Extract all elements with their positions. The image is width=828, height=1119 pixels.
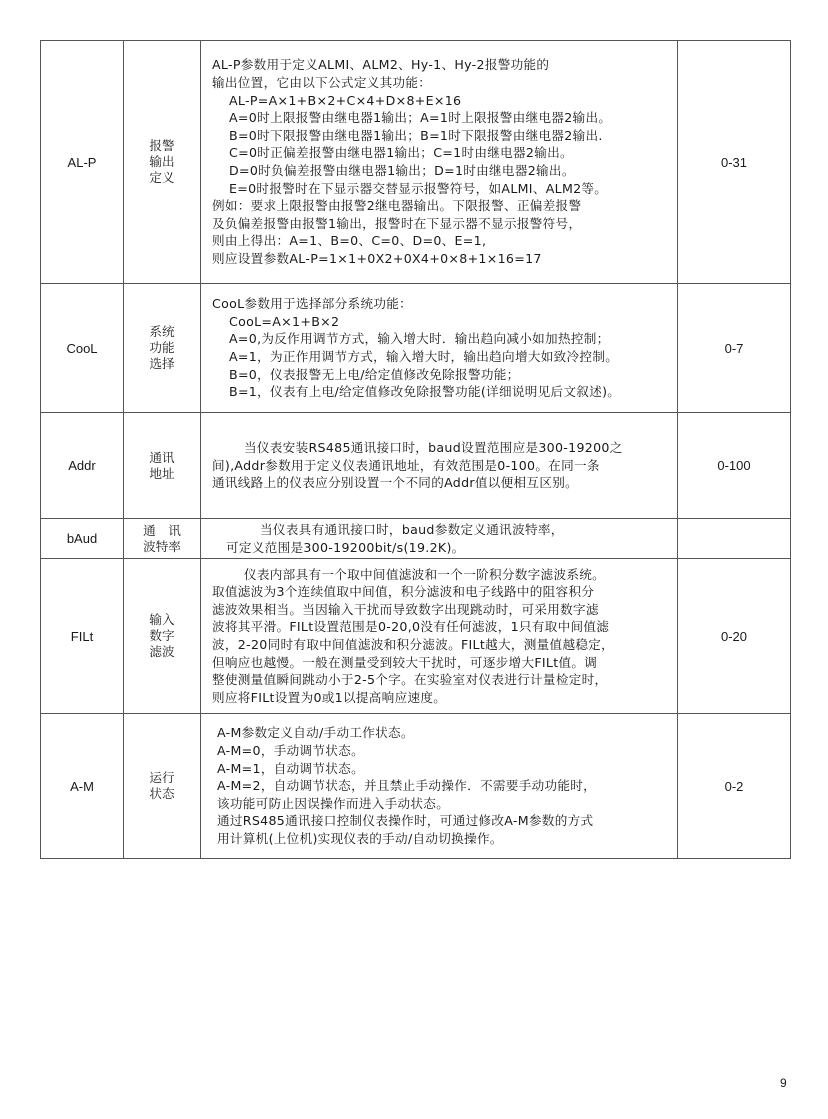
description-line: B=0时下限报警由继电器1输出；B=1时下限报警由继电器2输出. [229, 127, 603, 143]
parameter-table [40, 40, 791, 859]
label-line: 报警 [149, 138, 175, 153]
label-line: 地址 [149, 465, 175, 481]
table-row [41, 41, 791, 284]
label-line: 通 讯 [143, 522, 181, 538]
description-line: 当仪表具有通讯接口时，baud参数定义通讯波特率， [260, 521, 564, 537]
label-line: 数字 [149, 628, 175, 643]
description-line: 间),Addr参数用于定义仪表通讯地址，有效范围是0-100。在同一条 [212, 457, 600, 473]
description-line: 用计算机(上位机)实现仪表的手动/自动切换操作。 [217, 830, 503, 846]
label-line: 定义 [149, 170, 175, 185]
label-line: 运行 [149, 770, 175, 785]
description-line: A=0时上限报警由继电器1输出；A=1时上限报警由继电器2输出。 [229, 110, 612, 126]
param-description [201, 559, 678, 714]
description-line: CooL参数用于选择部分系统功能： [212, 296, 413, 312]
param-label [124, 413, 201, 519]
param-label [124, 559, 201, 714]
description-line: 通讯线路上的仪表应分别设置一个不同的Addr值以便相互区别。 [212, 475, 578, 491]
param-label [124, 284, 201, 413]
param-code: FILt [41, 559, 124, 714]
description-line: 可定义范围是300-19200bit/s(19.2K)。 [226, 539, 465, 555]
description-line: 取值滤波为3个连续值取中间值，积分滤波和电子线路中的阻容积分 [212, 584, 595, 600]
description-line: A-M=1，自动调节状态。 [217, 760, 364, 776]
description-line: 及负偏差报警由报警1输出，报警时在下显示器不显示报警符号， [212, 215, 582, 231]
description-line: A=1，为正作用调节方式，输入增大时，输出趋向增大如致冷控制。 [229, 349, 619, 364]
param-range: 0-7 [678, 284, 791, 413]
description-line: 波将其平滑。FILt设置范围是0-20,0没有任何滤波，1只有取中间值滤 [212, 619, 610, 635]
param-label [124, 41, 201, 284]
description-line: A=0,为反作用调节方式，输入增大时．输出趋向减小如加热控制； [229, 331, 610, 347]
table-row [41, 559, 791, 714]
param-code: Addr [41, 413, 124, 519]
param-range [678, 519, 791, 559]
param-label [124, 519, 201, 559]
description-line: 输出位置，它由以下公式定义其功能： [212, 75, 432, 91]
param-description [201, 714, 678, 859]
description-line: B=1，仪表有上电/给定值修改免除报警功能(详细说明见后文叙述)。 [229, 384, 621, 400]
description-line: AL-P=A×1+B×2+C×4+D×8+E×16 [229, 92, 462, 108]
table-row [41, 714, 791, 859]
label-line: 状态 [149, 786, 175, 801]
description-line: 该功能可防止因误操作而进入手动状态。 [217, 795, 450, 811]
description-line: E=0时报警时在下显示器交替显示报警符号，如ALMI、ALM2等。 [229, 180, 608, 196]
description-line: 仪表内部具有一个取中间值滤波和一个一阶积分数字滤波系统。 [244, 566, 606, 582]
description-line: D=0时负偏差报警由继电器1输出；D=1时由继电器2输出。 [229, 163, 575, 178]
description-line: A-M=2，自动调节状态，并且禁止手动操作．不需要手动功能时， [217, 778, 597, 794]
label-line: 滤波 [149, 644, 175, 659]
param-description [201, 41, 678, 284]
description-line: A-M参数定义自动/手动工作状态。 [217, 725, 414, 741]
label-line: 系统 [149, 324, 175, 339]
label-line: 输入 [149, 612, 175, 627]
description-line: 通过RS485通讯接口控制仪表操作时，可通过修改A-M参数的方式 [217, 813, 594, 829]
description-line: 则由上得出：A=1、B=0、C=0、D=0、E=1, [212, 233, 487, 249]
label-line: 波特率 [143, 538, 181, 554]
param-code: AL-P [41, 41, 124, 284]
description-line: C=0时正偏差报警由继电器1输出；C=1时由继电器2输出。 [229, 145, 573, 161]
param-range: 0-2 [678, 714, 791, 859]
param-label [124, 714, 201, 859]
param-code: A-M [41, 714, 124, 859]
description-line: CooL=A×1+B×2 [229, 313, 340, 329]
description-line: 例如：要求上限报警由报警2继电器输出。下限报警、正偏差报警 [212, 198, 582, 214]
description-line: 但响应也越慢。一般在测量受到较大干扰时，可逐步增大FILt值。调 [212, 654, 598, 670]
param-description [201, 413, 678, 519]
description-line: 滤波效果相当。当因输入干扰而导致数字出现跳动时，可采用数字滤 [212, 601, 599, 617]
param-code: CooL [41, 284, 124, 413]
param-code: bAud [41, 519, 124, 559]
label-line: 选择 [149, 356, 175, 371]
description-line: 则应将FILt设置为0或1以提高响应速度。 [212, 689, 447, 705]
description-line: 当仪表安装RS485通讯接口时，baud设置范围应是300-19200之 [244, 440, 623, 456]
param-range: 0-20 [678, 559, 791, 714]
page-number: 9 [780, 1076, 787, 1090]
label-line: 通讯 [149, 449, 175, 465]
description-line: 则应设置参数AL-P=1×1+0X2+0X4+0×8+1×16=17 [212, 250, 542, 266]
param-description [201, 284, 678, 413]
description-line: 整使测量值瞬间跳动小于2-5个字。在实验室对仪表进行计量检定时， [212, 672, 608, 688]
param-description [201, 519, 678, 559]
table-row [41, 284, 791, 413]
description-line: A-M=0，手动调节状态。 [217, 743, 364, 759]
label-line: 输出 [149, 154, 175, 169]
table-row [41, 413, 791, 519]
description-line: AL-P参数用于定义ALMI、ALM2、Hy-1、Hy-2报警功能的 [212, 57, 550, 73]
param-range: 0-31 [678, 41, 791, 284]
label-line: 功能 [149, 340, 175, 355]
table-row [41, 519, 791, 559]
param-range: 0-100 [678, 413, 791, 519]
description-line: B=0，仪表报警无上电/给定值修改免除报警功能； [229, 366, 520, 382]
description-line: 波，2-20同时有取中间值滤波和积分滤波。FILt越大，测量值越稳定， [212, 637, 615, 652]
